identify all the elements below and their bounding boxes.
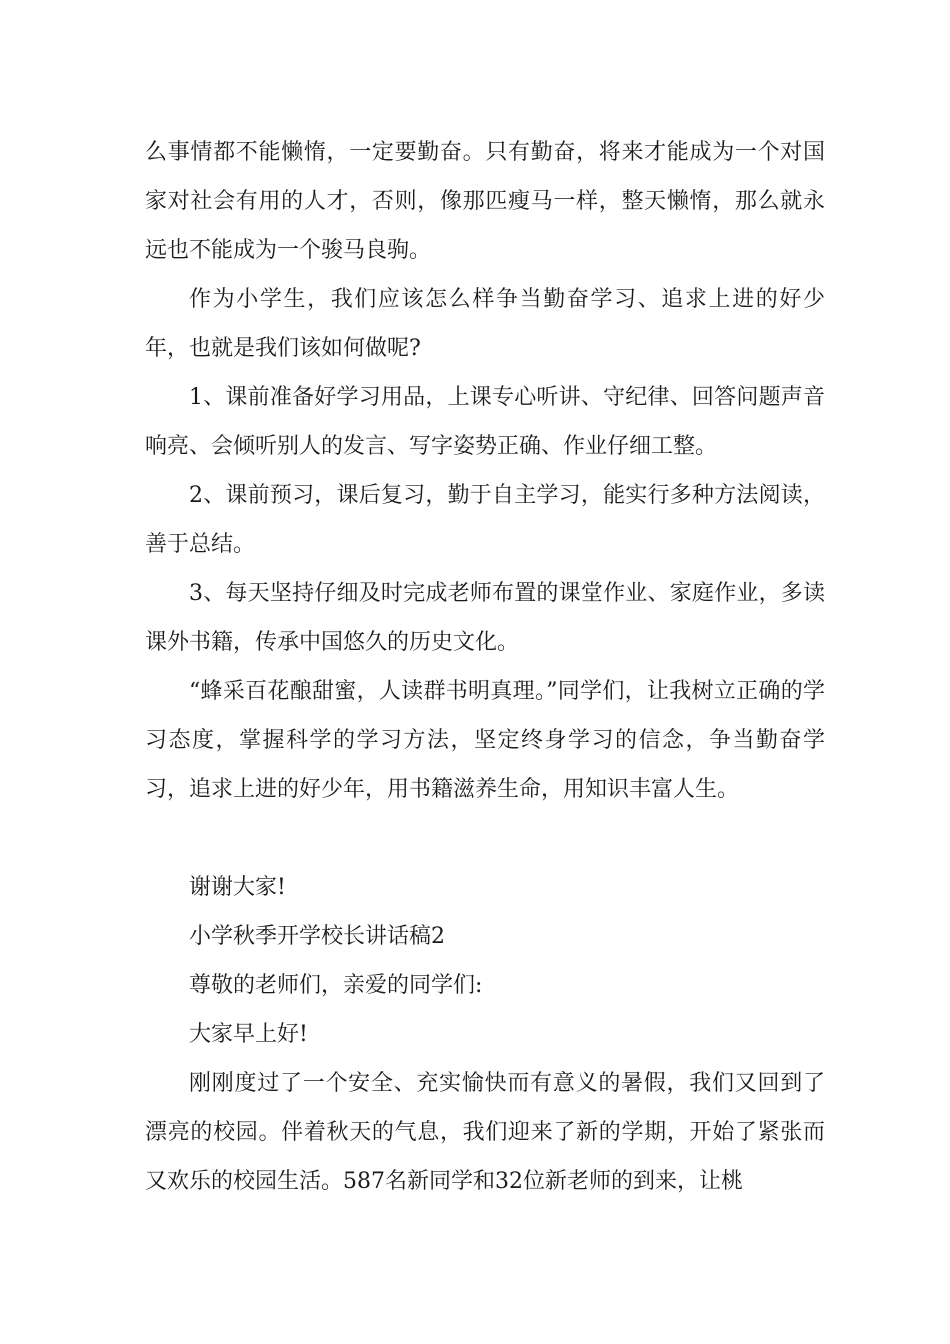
paragraph-point-2: 2、课前预习，课后复习，勤于自主学习，能实行多种方法阅读，善于总结。 <box>145 483 825 557</box>
paragraph-point-3: 3、每天坚持仔细及时完成老师布置的课堂作业、家庭作业，多读课外书籍，传承中国悠久的历史文化。 <box>145 581 825 655</box>
paragraph-question: 作为小学生，我们应该怎么样争当勤奋学习、追求上进的好少年，也就是我们该如何做呢? <box>145 287 825 361</box>
paragraph-point-1: 1、课前准备好学习用品，上课专心听讲、守纪律、回答问题声音响亮、会倾听别人的发言、写字姿势正确、作业仔细工整。 <box>145 385 825 459</box>
paragraph-continuation: 么事情都不能懒惰，一定要勤奋。只有勤奋，将来才能成为一个对国家对社会有用的人才，否则，像那匹瘦马一样，整天懒惰，那么就永远也不能成为一个骏马良驹。 <box>145 140 825 263</box>
paragraph-opening: 刚刚度过了一个安全、充实愉快而有意义的暑假，我们又回到了漂亮的校园。伴着秋天的气息，我们迎来了新的学期，开始了紧张而又欢乐的校园生活。587名新同学和32位新老师的到来，让桃 <box>145 1071 825 1194</box>
paragraph-spacer <box>145 814 825 863</box>
paragraph-thanks: 谢谢大家! <box>189 875 286 900</box>
paragraph-quote: “蜂采百花酿甜蜜，人读群书明真理。”同学们，让我树立正确的学习态度，掌握科学的学习方法，坚定终身学习的信念，争当勤奋学习，追求上进的好少年，用书籍滋养生命，用知识丰富人生。 <box>145 679 825 802</box>
document-body <box>145 128 825 1206</box>
section-title: 小学秋季开学校长讲话稿2 <box>189 924 445 949</box>
paragraph-greeting: 大家早上好! <box>189 1022 308 1047</box>
paragraph-salutation: 尊敬的老师们，亲爱的同学们: <box>189 973 483 998</box>
